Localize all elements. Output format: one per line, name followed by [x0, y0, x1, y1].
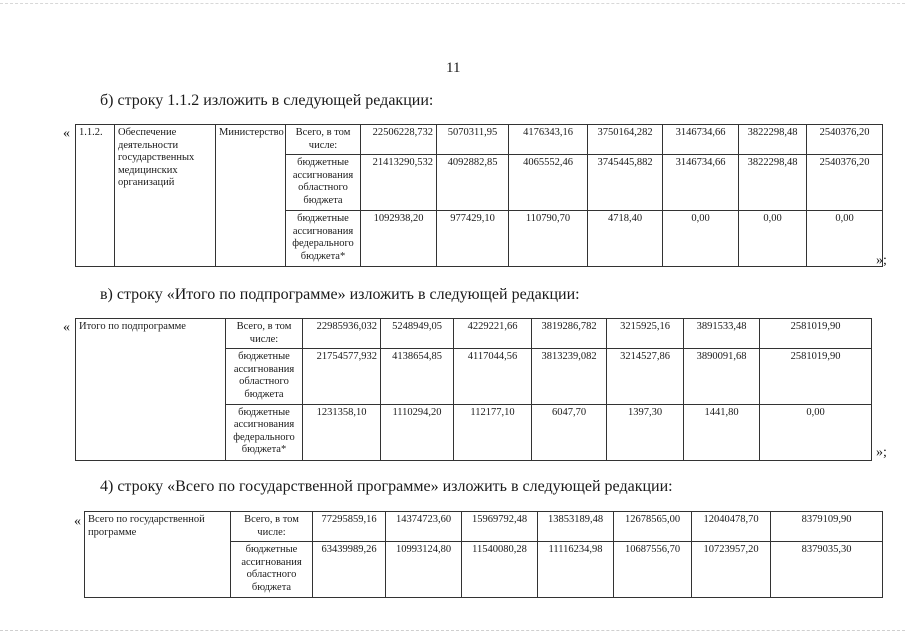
row-label: бюджетные ассигнования областного бюджета — [226, 349, 303, 404]
value-cell: 12678565,00 — [614, 512, 692, 542]
value-cell: 3822298,48 — [739, 125, 807, 155]
value-cell: 1231358,10 — [303, 404, 381, 460]
value-cell: 8379109,90 — [771, 512, 883, 542]
value-cell: 3822298,48 — [739, 155, 807, 211]
value-cell: 4117044,56 — [454, 349, 532, 404]
page-number: 11 — [446, 60, 461, 76]
section-v-table — [75, 318, 872, 461]
value-cell: 13853189,48 — [538, 512, 614, 542]
value-cell: 3215925,16 — [607, 319, 684, 349]
value-cell: 3813239,082 — [532, 349, 607, 404]
value-cell: 3750164,282 — [588, 125, 663, 155]
value-cell: 4229221,66 — [454, 319, 532, 349]
value-cell: 4138654,85 — [381, 349, 454, 404]
value-cell: 1092938,20 — [361, 211, 437, 267]
section-b-table — [75, 124, 883, 267]
section-4-open-quote: « — [74, 514, 81, 529]
value-cell: 977429,10 — [437, 211, 509, 267]
scan-bottom-edge — [0, 630, 905, 631]
row-label: бюджетные ассигнования областного бюджета — [231, 542, 313, 597]
section-b-open-quote: « — [63, 126, 70, 141]
value-cell: 2581019,90 — [760, 319, 872, 349]
value-cell: 0,00 — [739, 211, 807, 267]
value-cell: 8379035,30 — [771, 542, 883, 597]
section-b-close-quote: »; — [876, 253, 887, 268]
value-cell: 21413290,532 — [361, 155, 437, 211]
row-label: Всего, в том числе: — [231, 512, 313, 542]
value-cell: 5070311,95 — [437, 125, 509, 155]
value-cell: 63439989,26 — [313, 542, 386, 597]
scan-top-edge — [0, 3, 905, 4]
row-label: бюджетные ассигнования федерального бюджета* — [226, 404, 303, 460]
executor-cell: Министерство — [216, 125, 286, 267]
value-cell: 3745445,882 — [588, 155, 663, 211]
row-label: Всего, в том числе: — [286, 125, 361, 155]
value-cell: 4065552,46 — [509, 155, 588, 211]
value-cell: 0,00 — [760, 404, 872, 460]
value-cell: 22506228,732 — [361, 125, 437, 155]
section-4-heading: 4) строку «Всего по государственной программе» изложить в следующей редакции: — [100, 478, 673, 495]
row-name-cell: Обеспечение деятельности государственных медицинских организаций — [115, 125, 216, 267]
row-label: бюджетные ассигнования федерального бюджета* — [286, 211, 361, 267]
section-v-close-quote: »; — [876, 445, 887, 460]
section-v-heading: в) строку «Итого по подпрограмме» изложить в следующей редакции: — [100, 286, 580, 303]
value-cell: 2581019,90 — [760, 349, 872, 404]
value-cell: 22985936,032 — [303, 319, 381, 349]
value-cell: 3146734,66 — [663, 155, 739, 211]
value-cell: 77295859,16 — [313, 512, 386, 542]
section-b-heading: б) строку 1.1.2 изложить в следующей редакции: — [100, 92, 434, 109]
row-code-cell: 1.1.2. — [76, 125, 115, 267]
value-cell: 112177,10 — [454, 404, 532, 460]
value-cell: 5248949,05 — [381, 319, 454, 349]
value-cell: 3890091,68 — [684, 349, 760, 404]
value-cell: 1441,80 — [684, 404, 760, 460]
section-4-table — [84, 511, 883, 598]
value-cell: 110790,70 — [509, 211, 588, 267]
value-cell: 10993124,80 — [386, 542, 462, 597]
row-name-cell: Итого по подпрограмме — [76, 319, 226, 461]
value-cell: 10687556,70 — [614, 542, 692, 597]
row-label: Всего, в том числе: — [226, 319, 303, 349]
value-cell: 0,00 — [663, 211, 739, 267]
value-cell: 6047,70 — [532, 404, 607, 460]
value-cell: 14374723,60 — [386, 512, 462, 542]
value-cell: 3819286,782 — [532, 319, 607, 349]
row-label: бюджетные ассигнования областного бюджета — [286, 155, 361, 211]
value-cell: 4718,40 — [588, 211, 663, 267]
section-v-open-quote: « — [63, 320, 70, 335]
value-cell: 10723957,20 — [692, 542, 771, 597]
value-cell: 15969792,48 — [462, 512, 538, 542]
value-cell: 21754577,932 — [303, 349, 381, 404]
value-cell: 3891533,48 — [684, 319, 760, 349]
value-cell: 1110294,20 — [381, 404, 454, 460]
row-name-cell: Всего по государственной программе — [85, 512, 231, 598]
value-cell: 0,00 — [807, 211, 883, 267]
value-cell: 11116234,98 — [538, 542, 614, 597]
value-cell: 1397,30 — [607, 404, 684, 460]
value-cell: 3146734,66 — [663, 125, 739, 155]
value-cell: 12040478,70 — [692, 512, 771, 542]
value-cell: 2540376,20 — [807, 155, 883, 211]
value-cell: 4092882,85 — [437, 155, 509, 211]
value-cell: 2540376,20 — [807, 125, 883, 155]
value-cell: 4176343,16 — [509, 125, 588, 155]
value-cell: 3214527,86 — [607, 349, 684, 404]
value-cell: 11540080,28 — [462, 542, 538, 597]
